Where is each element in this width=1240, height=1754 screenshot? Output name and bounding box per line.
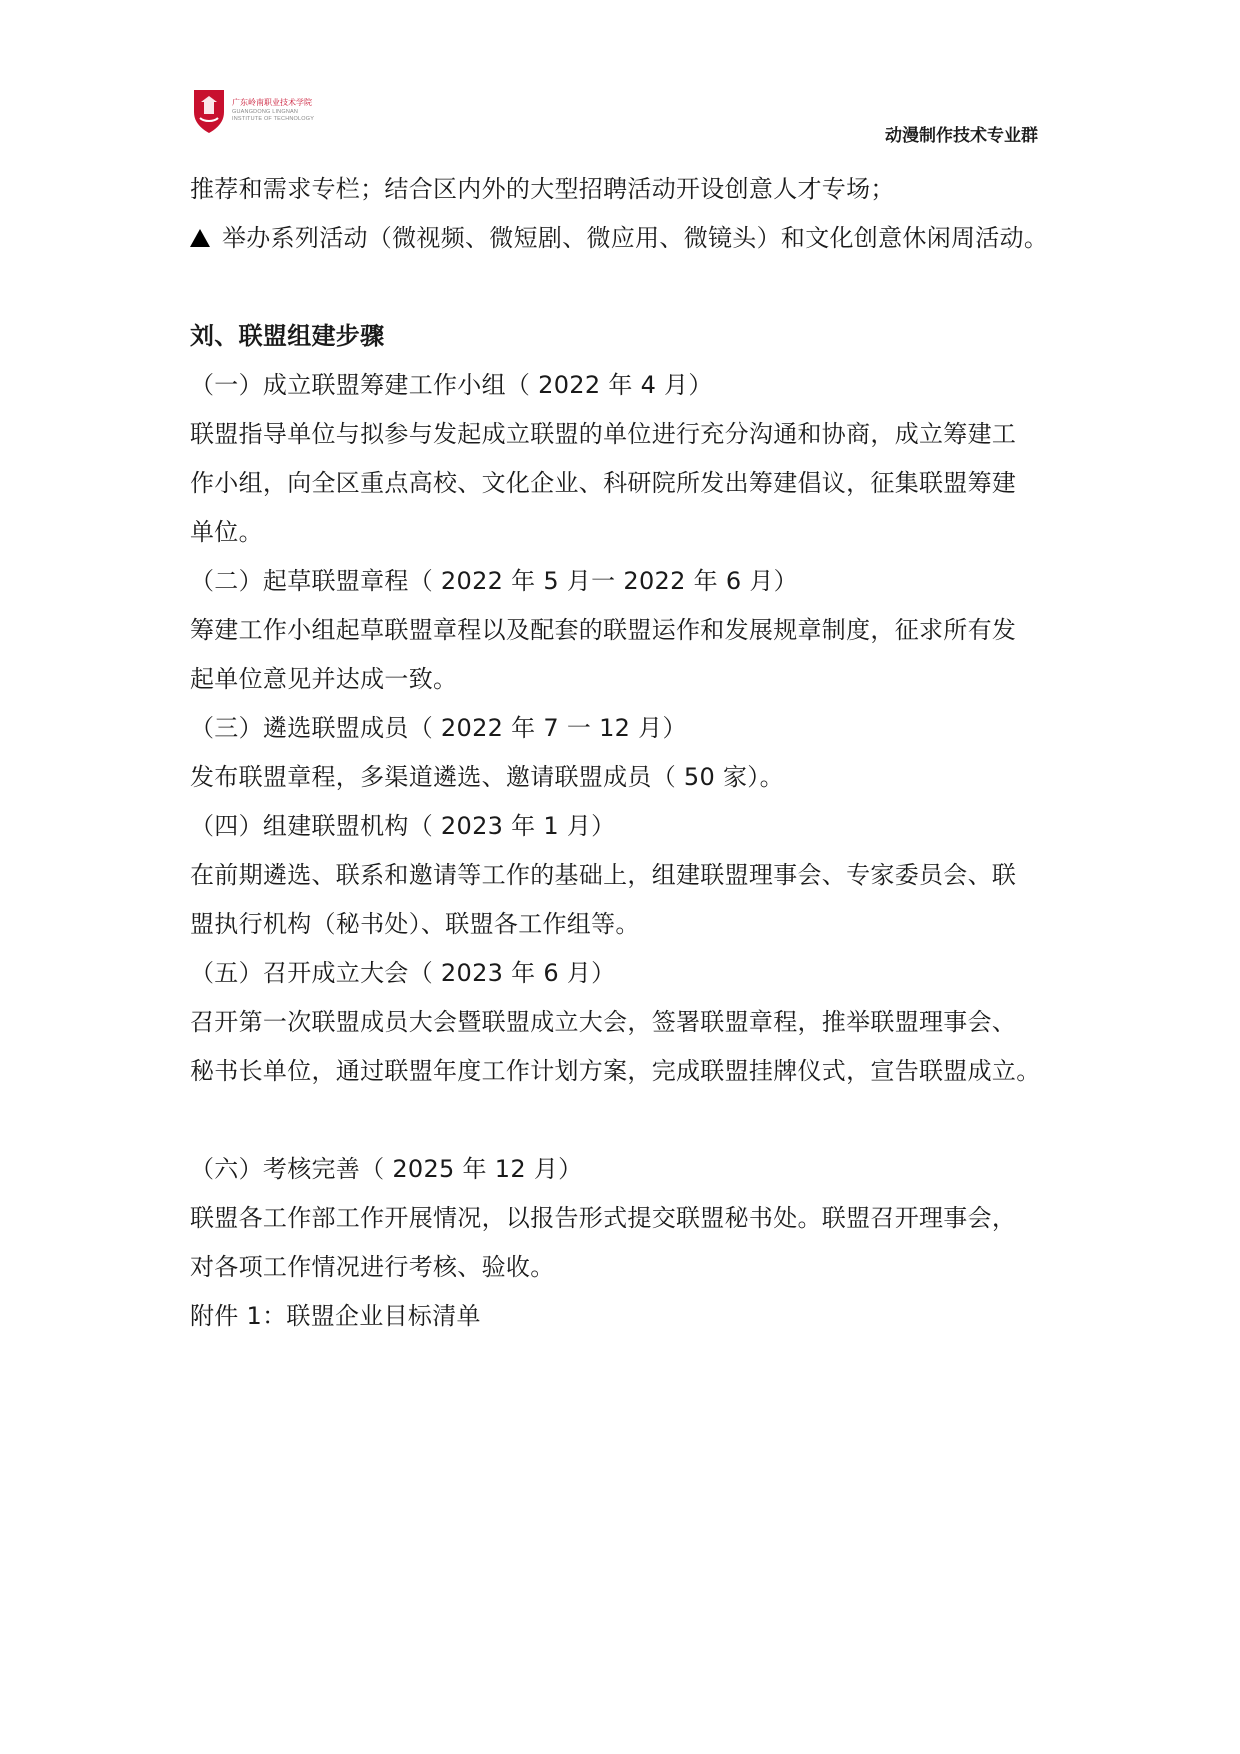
bullet-text: 举办系列活动（微视频、微短剧、微应用、微镜头）和文化创意休闲周活动。: [222, 224, 1049, 252]
paragraph-line: 盟执行机构（秘书处）、联盟各工作组等。: [190, 910, 640, 938]
paragraph-line: 联盟各工作部工作开展情况，以报告形式提交联盟秘书处。联盟召开理事会，: [190, 1204, 1017, 1232]
logo-english-line-1: GUANGDONG LINGNAN: [232, 109, 299, 115]
logo-english-line-2: INSTITUTE OF TECHNOLOGY: [232, 116, 315, 122]
paragraph-line: 召开第一次联盟成员大会暨联盟成立大会，签署联盟章程，推举联盟理事会、: [190, 1008, 1017, 1036]
section-title: 刘、联盟组建步骤: [190, 322, 385, 350]
logo-chinese-name: 广东岭南职业技术学院: [232, 98, 312, 107]
step-title: （五）召开成立大会（ 2023 年 6 月）: [190, 959, 616, 987]
bullet-line: [190, 223, 1048, 253]
header-group-name: 动漫制作技术专业群: [885, 126, 1038, 146]
step-title: （四）组建联盟机构（ 2023 年 1 月）: [190, 812, 616, 840]
paragraph-line: 作小组，向全区重点高校、文化企业、科研院所发出筹建倡议，征集联盟筹建: [190, 469, 1017, 497]
step-title: （三）遴选联盟成员（ 2022 年 7 一 12 月）: [190, 714, 687, 742]
step-title: （一）成立联盟筹建工作小组（ 2022 年 4 月）: [190, 371, 713, 399]
shield-icon: [192, 88, 226, 134]
paragraph-line: 联盟指导单位与拟参与发起成立联盟的单位进行充分沟通和协商，成立筹建工: [190, 420, 1017, 448]
paragraph-line: 筹建工作小组起草联盟章程以及配套的联盟运作和发展规章制度，征求所有发: [190, 616, 1017, 644]
paragraph-line: 推荐和需求专栏；结合区内外的大型招聘活动开设创意人才专场；: [190, 175, 895, 203]
paragraph-line: 对各项工作情况进行考核、验收。: [190, 1253, 555, 1281]
paragraph-line: 发布联盟章程，多渠道遴选、邀请联盟成员（ 50 家）。: [190, 763, 784, 791]
attachment-line: 附件 1：联盟企业目标清单: [190, 1302, 481, 1330]
paragraph-line: 在前期遴选、联系和邀请等工作的基础上，组建联盟理事会、专家委员会、联: [190, 861, 1017, 889]
step-title: （二）起草联盟章程（ 2022 年 5 月一 2022 年 6 月）: [190, 567, 798, 595]
paragraph-line: 单位。: [190, 518, 263, 546]
triangle-bullet-icon: [190, 229, 210, 247]
paragraph-line: 起单位意见并达成一致。: [190, 665, 458, 693]
paragraph-line: 秘书长单位，通过联盟年度工作计划方案，完成联盟挂牌仪式，宣告联盟成立。: [190, 1057, 1041, 1085]
step-title: （六）考核完善（ 2025 年 12 月）: [190, 1155, 583, 1183]
institute-logo: [192, 88, 332, 138]
